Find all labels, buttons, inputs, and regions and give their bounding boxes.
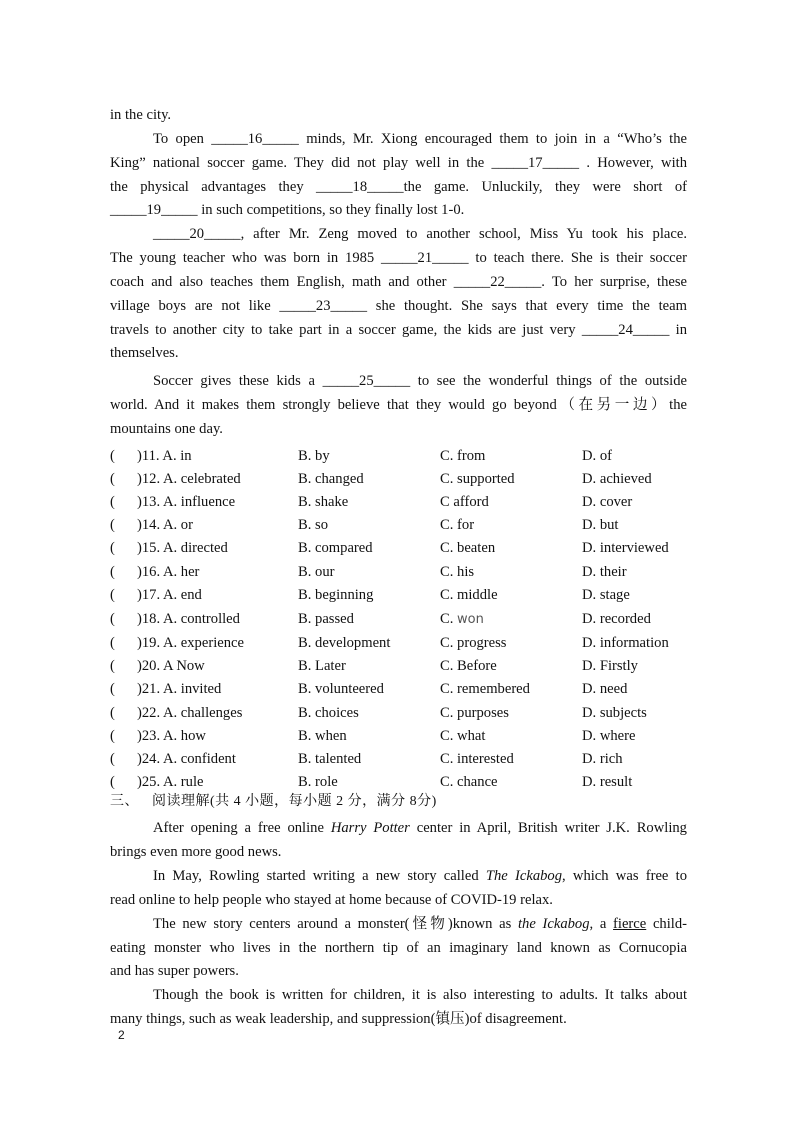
answer-bracket[interactable]: ( <box>110 635 115 651</box>
passage-line: _____20_____, after Mr. Zeng moved to another school, Miss Yu took his place. <box>153 226 687 242</box>
option-c: C. what <box>440 728 486 744</box>
passage-line <box>153 818 687 838</box>
section-title: 阅读理解(共 4 小题，每小题 2 分，满分 8分) <box>152 794 437 809</box>
answer-bracket[interactable]: ( <box>110 681 115 697</box>
option-d: D. need <box>582 681 628 697</box>
passage-line: To open _____16_____ minds, Mr. Xiong encouraged them to join in a “Who’s the <box>153 131 687 147</box>
option-a: )11. A. in <box>137 448 192 464</box>
passage-line: travels to another city to take part in a soccer game, the kids are just very _____24_____ in <box>110 322 687 338</box>
answer-bracket[interactable]: ( <box>110 751 115 767</box>
text: After opening a free online <box>153 820 331 836</box>
option-d: D. Firstly <box>582 658 638 674</box>
option-b: B. compared <box>298 540 373 556</box>
option-a: )12. A. celebrated <box>137 471 241 487</box>
option-b: B. development <box>298 635 391 651</box>
passage-line: eating monster who lives in the northern tip of an imaginary land known as Cornucopia <box>110 940 687 956</box>
option-a: )22. A. challenges <box>137 705 243 721</box>
text: center in April, British writer J.K. Rowling <box>409 820 687 836</box>
option-c: C. supported <box>440 471 515 487</box>
text: In May, Rowling started writing a new story called <box>153 868 486 884</box>
option-a: )21. A. invited <box>137 681 222 697</box>
option-b: B. so <box>298 517 329 533</box>
answer-bracket[interactable]: ( <box>110 494 115 510</box>
option-b: B. beginning <box>298 587 374 603</box>
option-c-prefix: C. <box>440 611 458 627</box>
answer-bracket[interactable]: ( <box>110 705 115 721</box>
option-b: B. when <box>298 728 347 744</box>
option-a: )14. A. or <box>137 517 193 533</box>
option-c: C afford <box>440 494 489 510</box>
answer-bracket[interactable]: ( <box>110 540 115 556</box>
option-c: C. progress <box>440 635 507 651</box>
option-d: D. result <box>582 774 633 790</box>
passage-line: Though the book is written for children, it is also interesting to adults. It talks about <box>153 987 687 1003</box>
book-title: Harry Potter <box>330 820 410 836</box>
option-a: )15. A. directed <box>137 540 228 556</box>
passage-line <box>153 866 687 886</box>
option-b: B. volunteered <box>298 681 384 697</box>
option-d: D. cover <box>582 494 633 510</box>
option-c: C. for <box>440 517 475 533</box>
option-c: C. remembered <box>440 681 530 697</box>
option-c: C. Before <box>440 658 497 674</box>
section-number: 三、 <box>110 794 139 809</box>
option-b: B. Later <box>298 658 346 674</box>
option-d: D. recorded <box>582 611 651 627</box>
passage-line: world. And it makes them strongly believe that they would go beyond（在另一边）the <box>110 397 687 413</box>
option-d: D. rich <box>582 751 623 767</box>
option-b: B. our <box>298 564 335 580</box>
option-a: )25. A. rule <box>137 774 204 790</box>
option-b: B. talented <box>298 751 362 767</box>
option-c: C. chance <box>440 774 498 790</box>
option-d: D. information <box>582 635 669 651</box>
option-a: )19. A. experience <box>137 635 244 651</box>
passage-line: King” national soccer game. They did not play well in the _____17_____ . However, with <box>110 155 687 171</box>
option-c: C. beaten <box>440 540 496 556</box>
book-title: The Ickabog <box>485 868 563 884</box>
passage-line: the physical advantages they _____18_____the game. Unluckily, they were short of <box>110 179 687 195</box>
passage-line: coach and also teaches them English, math and other _____22_____. To her surprise, these <box>110 274 687 290</box>
passage-line: brings even more good news. <box>110 844 282 860</box>
answer-bracket[interactable]: ( <box>110 587 115 603</box>
text: child- <box>646 916 687 932</box>
passage-line: many things, such as weak leadership, and suppression(镇压)of disagreement. <box>110 1011 567 1027</box>
passage-line: _____19_____ in such competitions, so they finally lost 1-0. <box>110 202 465 218</box>
option-a: )24. A. confident <box>137 751 236 767</box>
option-c: C. interested <box>440 751 514 767</box>
option-a: )17. A. end <box>137 587 202 603</box>
option-d: D. of <box>582 448 612 464</box>
option-d: D. where <box>582 728 636 744</box>
option-b: B. passed <box>298 611 354 627</box>
option-c: C. middle <box>440 587 498 603</box>
option-c <box>440 609 484 630</box>
text: The new story centers around a monster(怪物)known as <box>153 916 518 932</box>
option-b: B. changed <box>298 471 364 487</box>
option-c: C. from <box>440 448 486 464</box>
option-d: D. achieved <box>582 471 652 487</box>
option-c-word: won <box>457 612 484 627</box>
answer-bracket[interactable]: ( <box>110 611 115 627</box>
option-d: D. their <box>582 564 627 580</box>
option-c: C. purposes <box>440 705 509 721</box>
passage-line: village boys are not like _____23_____ she thought. She says that every time the team <box>110 298 687 314</box>
option-b: B. choices <box>298 705 359 721</box>
answer-bracket[interactable]: ( <box>110 658 115 674</box>
passage-line: themselves. <box>110 345 179 361</box>
answer-bracket[interactable]: ( <box>110 517 115 533</box>
answer-bracket[interactable]: ( <box>110 564 115 580</box>
text: , a <box>589 916 614 932</box>
passage-line: mountains one day. <box>110 421 223 437</box>
option-d: D. but <box>582 517 619 533</box>
option-b: B. role <box>298 774 338 790</box>
option-c: C. his <box>440 564 475 580</box>
page-number: 2 <box>118 1028 125 1042</box>
option-d: D. stage <box>582 587 630 603</box>
option-a: )23. A. how <box>137 728 206 744</box>
option-a: )18. A. controlled <box>137 611 240 627</box>
answer-bracket[interactable]: ( <box>110 471 115 487</box>
option-d: D. subjects <box>582 705 647 721</box>
option-d: D. interviewed <box>582 540 669 556</box>
monster-name: the Ickabog <box>517 916 590 932</box>
option-a: )13. A. influence <box>137 494 236 510</box>
option-a: )16. A. her <box>137 564 200 580</box>
passage-line: Soccer gives these kids a _____25_____ to see the wonderful things of the outside <box>153 373 687 389</box>
text: , which was free to <box>562 868 687 884</box>
option-b: B. shake <box>298 494 349 510</box>
answer-bracket[interactable]: ( <box>110 774 115 790</box>
passage-line: read online to help people who stayed at home because of COVID-19 relax. <box>110 892 553 908</box>
underlined-word: fierce <box>613 916 647 932</box>
answer-bracket[interactable]: ( <box>110 448 115 464</box>
passage-line <box>153 914 687 934</box>
passage-line: and has super powers. <box>110 963 239 979</box>
passage-line: in the city. <box>110 107 172 123</box>
answer-bracket[interactable]: ( <box>110 728 115 744</box>
option-a: )20. A Now <box>137 658 205 674</box>
section-heading <box>110 792 437 812</box>
passage-line: The young teacher who was born in 1985 _____21_____ to teach there. She is their soccer <box>110 250 687 266</box>
option-b: B. by <box>298 448 330 464</box>
